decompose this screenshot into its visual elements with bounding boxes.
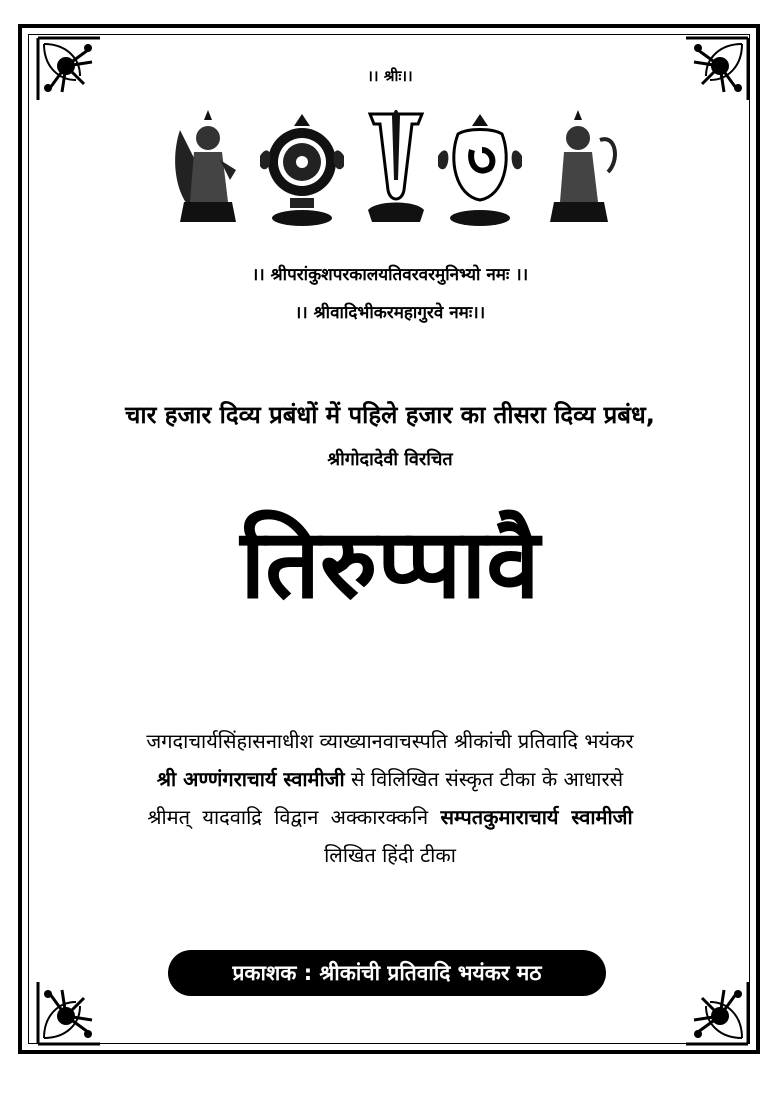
hanuman-icon [550,110,615,222]
author-name: श्री अण्णंगराचार्य स्वामीजी [156,767,345,791]
commentary-line-2-text: से विलिखित संस्कृत टीका के आधारसे [344,767,624,791]
commentary-line-2 [0,760,780,798]
commentary-line-1: जगदाचार्यसिंहासनाधीश व्याख्यानवाचस्पति श्रीकांची प्रतिवादि भयंकर [146,729,634,753]
corner-ornament-icon [684,980,750,1046]
garuda-icon [175,110,236,222]
book-title: तिरुप्पावै [240,507,540,620]
subtitle-line-2: श्रीगोदादेवी विरचित [327,449,453,470]
translator-name: सम्पतकुमाराचार्य स्वामीजी [440,805,633,829]
emblem-row [170,110,620,235]
tilak-namam-icon [368,110,424,222]
invocation-line-1: ।। श्रीपरांकुशपरकालयतिवरवरमुनिभ्यो नमः ।। [251,265,529,285]
conch-icon [438,114,522,226]
commentary-line-4: लिखित हिंदी टीका [324,843,456,867]
subtitle-line-1: चार हजार दिव्य प्रबंधों में पहिले हजार का तीसरा दिव्य प्रबंध, [125,401,655,429]
chakra-icon [260,114,344,226]
commentary-block [0,722,780,874]
shri-header: ।। श्रीः।। [367,67,413,85]
commentary-line-3-text: श्रीमत् यादवाद्रि विद्वान अक्कारक्कनि [147,805,441,829]
publisher-badge: प्रकाशक : श्रीकांची प्रतिवादि भयंकर मठ [168,950,606,996]
commentary-line-3 [0,798,780,836]
invocation-line-2: ।। श्रीवादिभीकरमहागुरवे नमः।। [294,303,486,323]
corner-ornament-icon [36,980,102,1046]
